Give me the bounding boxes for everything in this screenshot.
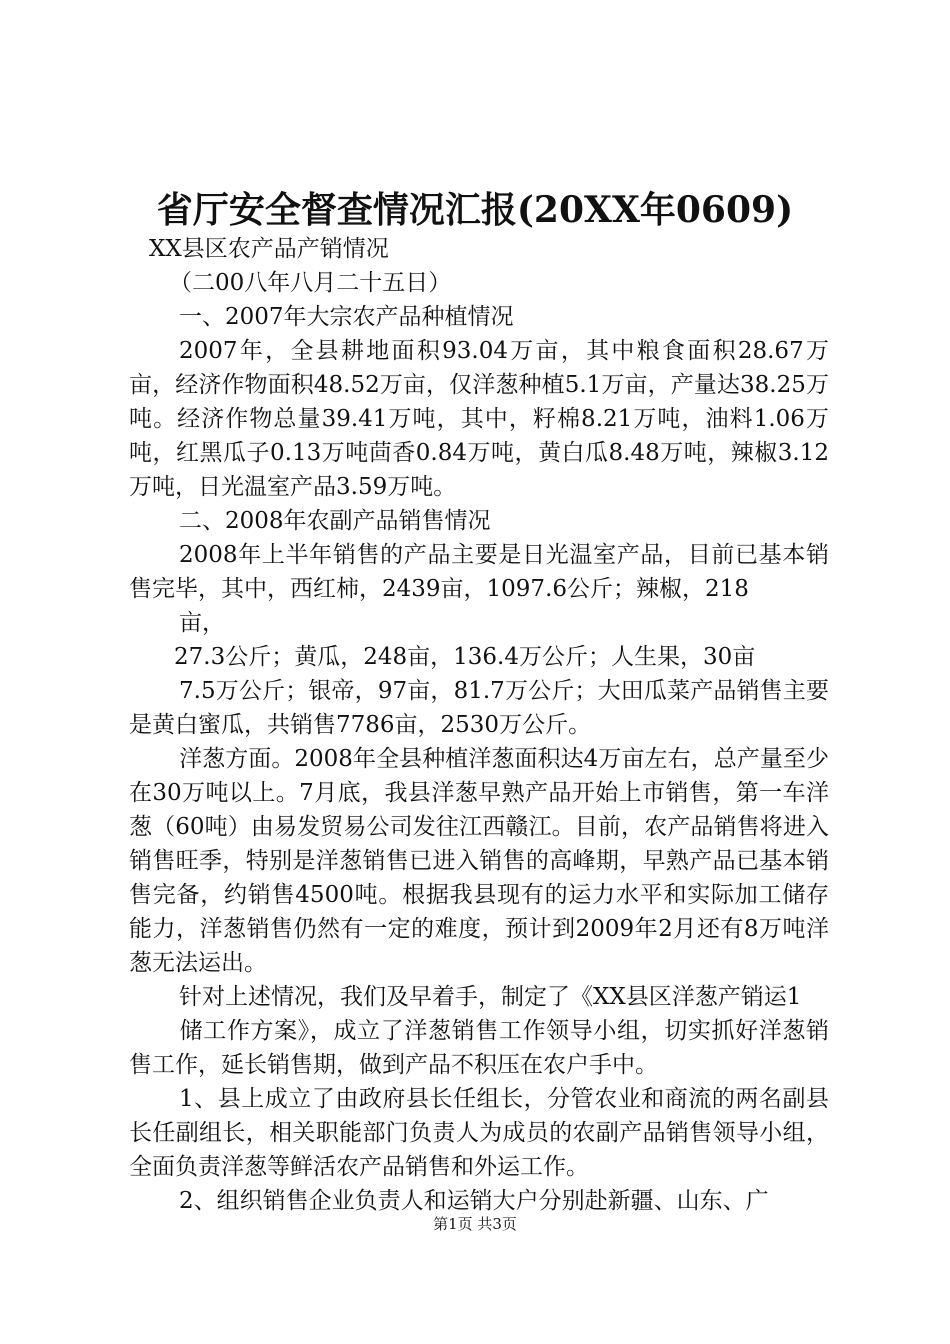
paragraph-4-cont-text: 储工作方案》，成立了洋葱销售工作领导小组，切实抓好洋葱销售工作，延长销售期，做到产品不积压在农户手中。 [129,1018,829,1078]
paragraph-3 [129,742,829,980]
paragraph-2-cont-3-text: 7.5万公斤；银帝，97亩，81.7万公斤；大田瓜菜产品销售主要是黄白蜜瓜，共销售7786亩，2530万公斤。 [129,678,829,738]
paragraph-6 [129,1184,829,1218]
section-heading-1: 一、2007年大宗农产品种植情况 [179,304,514,330]
date-line: （二00八年八月二十五日） [169,270,452,296]
paragraph-4-cont [129,1014,829,1082]
paragraph-5-text: 1、县上成立了由政府县长任组长，分管农业和商流的两名副县长任副组长，相关职能部门负责人为成员的农副产品销售领导小组，全面负责洋葱等鲜活农产品销售和外运工作。 [129,1086,829,1180]
paragraph-2-cont-2: 27.3公斤；黄瓜，248亩，136.4万公斤；人生果，30亩 [174,644,756,670]
paragraph-2 [129,538,829,606]
paragraph-2-cont-3 [129,674,829,742]
paragraph-5 [129,1082,829,1184]
paragraph-1-text: 2007年，全县耕地面积93.04万亩，其中粮食面积28.67万亩，经济作物面积48.52万亩，仅洋葱种植5.1万亩，产量达38.25万吨。经济作物总量39.41万吨，其中，籽棉8.21万吨，油料1.06万吨，红黑瓜子0.13万吨茴香0.84万吨，黄白瓜8.48万吨，辣椒3.12万吨，日光温室产品3.59万吨。 [129,338,829,500]
section-heading-2: 二、2008年农副产品销售情况 [179,508,491,534]
document-title: 省厅安全督查情况汇报(20XX年0609) [156,189,794,231]
paragraph-2-text: 2008年上半年销售的产品主要是日光温室产品，目前已基本销售完毕，其中，西红柿，2439亩，1097.6公斤；辣椒，218 [129,542,829,602]
paragraph-3-text: 洋葱方面。2008年全县种植洋葱面积达4万亩左右，总产量至少在30万吨以上。7月底，我县洋葱早熟产品开始上市销售，第一车洋葱（60吨）由易发贸易公司发往江西赣江。目前，农产品销售将进入销售旺季，特别是洋葱销售已进入销售的高峰期，早熟产品已基本销售完备，约销售4500吨。根据我县现有的运力水平和实际加工储存能力，洋葱销售仍然有一定的难度，预计到2009年2月还有8万吨洋葱无法运出。 [129,746,829,976]
paragraph-4-text: 针对上述情况，我们及早着手，制定了《XX县区洋葱产销运1 [179,984,802,1010]
page-footer: 第1页 共3页 [433,1215,517,1233]
document-body [129,232,829,1218]
paragraph-1 [129,334,829,504]
paragraph-6-text: 2、组织销售企业负责人和运销大户分别赴新疆、山东、广 [179,1188,769,1214]
paragraph-4 [129,980,829,1014]
subtitle: XX县区农产品产销情况 [149,236,389,262]
paragraph-2-cont-1: 亩， [179,610,225,636]
